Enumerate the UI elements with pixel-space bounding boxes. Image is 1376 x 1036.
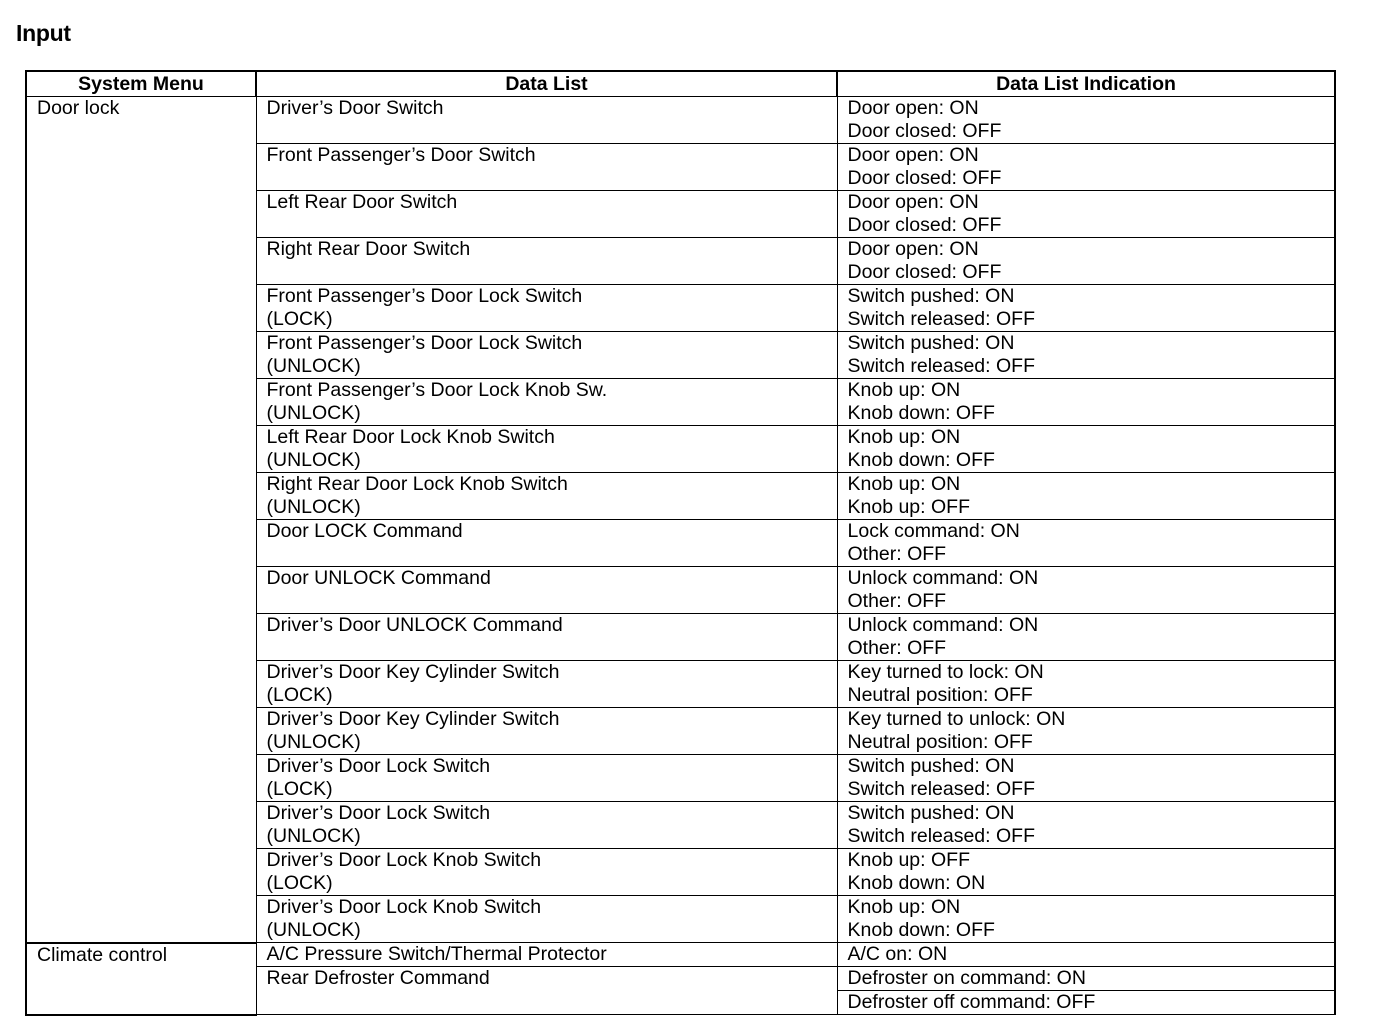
data-list-cell: Driver’s Door Switch (256, 97, 837, 144)
indication-cell: Knob up: ON Knob up: OFF (837, 473, 1335, 520)
data-list-cell: Front Passenger’s Door Switch (256, 144, 837, 191)
data-list-cell: A/C Pressure Switch/Thermal Protector (256, 943, 837, 967)
indication-cell: Switch pushed: ON Switch released: OFF (837, 285, 1335, 332)
indication-cell: Key turned to lock: ON Neutral position: OFF (837, 661, 1335, 708)
data-list-cell: Left Rear Door Switch (256, 191, 837, 238)
indication-cell: Knob up: ON Knob down: OFF (837, 426, 1335, 473)
page-title: Input (16, 20, 71, 46)
data-list-cell: Left Rear Door Lock Knob Switch (UNLOCK) (256, 426, 837, 473)
data-list-cell: Door UNLOCK Command (256, 567, 837, 614)
indication-cell (837, 967, 1335, 1015)
data-list-cell: Driver’s Door Key Cylinder Switch (LOCK) (256, 661, 837, 708)
indication-cell: Knob up: OFF Knob down: ON (837, 849, 1335, 896)
data-list-cell: Door LOCK Command (256, 520, 837, 567)
data-list-cell: Driver’s Door Lock Switch (UNLOCK) (256, 802, 837, 849)
indication-cell: Key turned to unlock: ON Neutral position: OFF (837, 708, 1335, 755)
data-list-cell: Driver’s Door Lock Switch (LOCK) (256, 755, 837, 802)
data-list-cell: Right Rear Door Switch (256, 238, 837, 285)
indication-cell: Knob up: ON Knob down: OFF (837, 896, 1335, 943)
table-row (26, 97, 1335, 144)
data-list-cell: Rear Defroster Command (256, 967, 837, 1015)
system-menu-cell: Climate control (26, 943, 256, 1015)
indication-cell: Switch pushed: ON Switch released: OFF (837, 332, 1335, 379)
indication-cell: Knob up: ON Knob down: OFF (837, 379, 1335, 426)
data-list-cell: Front Passenger’s Door Lock Switch (UNLOCK) (256, 332, 837, 379)
data-list-cell: Driver’s Door Lock Knob Switch (UNLOCK) (256, 896, 837, 943)
header-data-list-indication: Data List Indication (837, 71, 1335, 97)
data-list-cell: Driver’s Door Key Cylinder Switch (UNLOCK) (256, 708, 837, 755)
indication-cell: Door open: ON Door closed: OFF (837, 238, 1335, 285)
data-list-cell: Driver’s Door UNLOCK Command (256, 614, 837, 661)
system-menu-cell: Door lock (26, 97, 256, 943)
data-list-cell: Front Passenger’s Door Lock Knob Sw. (UNLOCK) (256, 379, 837, 426)
indication-cell: Unlock command: ON Other: OFF (837, 614, 1335, 661)
table-header-row (26, 71, 1335, 97)
indication-cell: Door open: ON Door closed: OFF (837, 97, 1335, 144)
table-body (26, 97, 1335, 1015)
indication-line: Defroster on command: ON (847, 967, 1086, 989)
indication-cell: Switch pushed: ON Switch released: OFF (837, 755, 1335, 802)
indication-cell: A/C on: ON (837, 943, 1335, 967)
data-list-cell: Driver’s Door Lock Knob Switch (LOCK) (256, 849, 837, 896)
indication-cell: Door open: ON Door closed: OFF (837, 144, 1335, 191)
header-data-list: Data List (256, 71, 837, 97)
indication-cell: Lock command: ON Other: OFF (837, 520, 1335, 567)
indication-cell: Switch pushed: ON Switch released: OFF (837, 802, 1335, 849)
indication-cell: Unlock command: ON Other: OFF (837, 567, 1335, 614)
data-list-table (25, 70, 1336, 1016)
indication-cell: Door open: ON Door closed: OFF (837, 191, 1335, 238)
table-row (26, 943, 1335, 967)
indication-line: Defroster off command: OFF (838, 990, 1335, 1014)
data-list-cell: Right Rear Door Lock Knob Switch (UNLOCK) (256, 473, 837, 520)
data-list-cell: Front Passenger’s Door Lock Switch (LOCK) (256, 285, 837, 332)
header-system-menu: System Menu (26, 71, 256, 97)
